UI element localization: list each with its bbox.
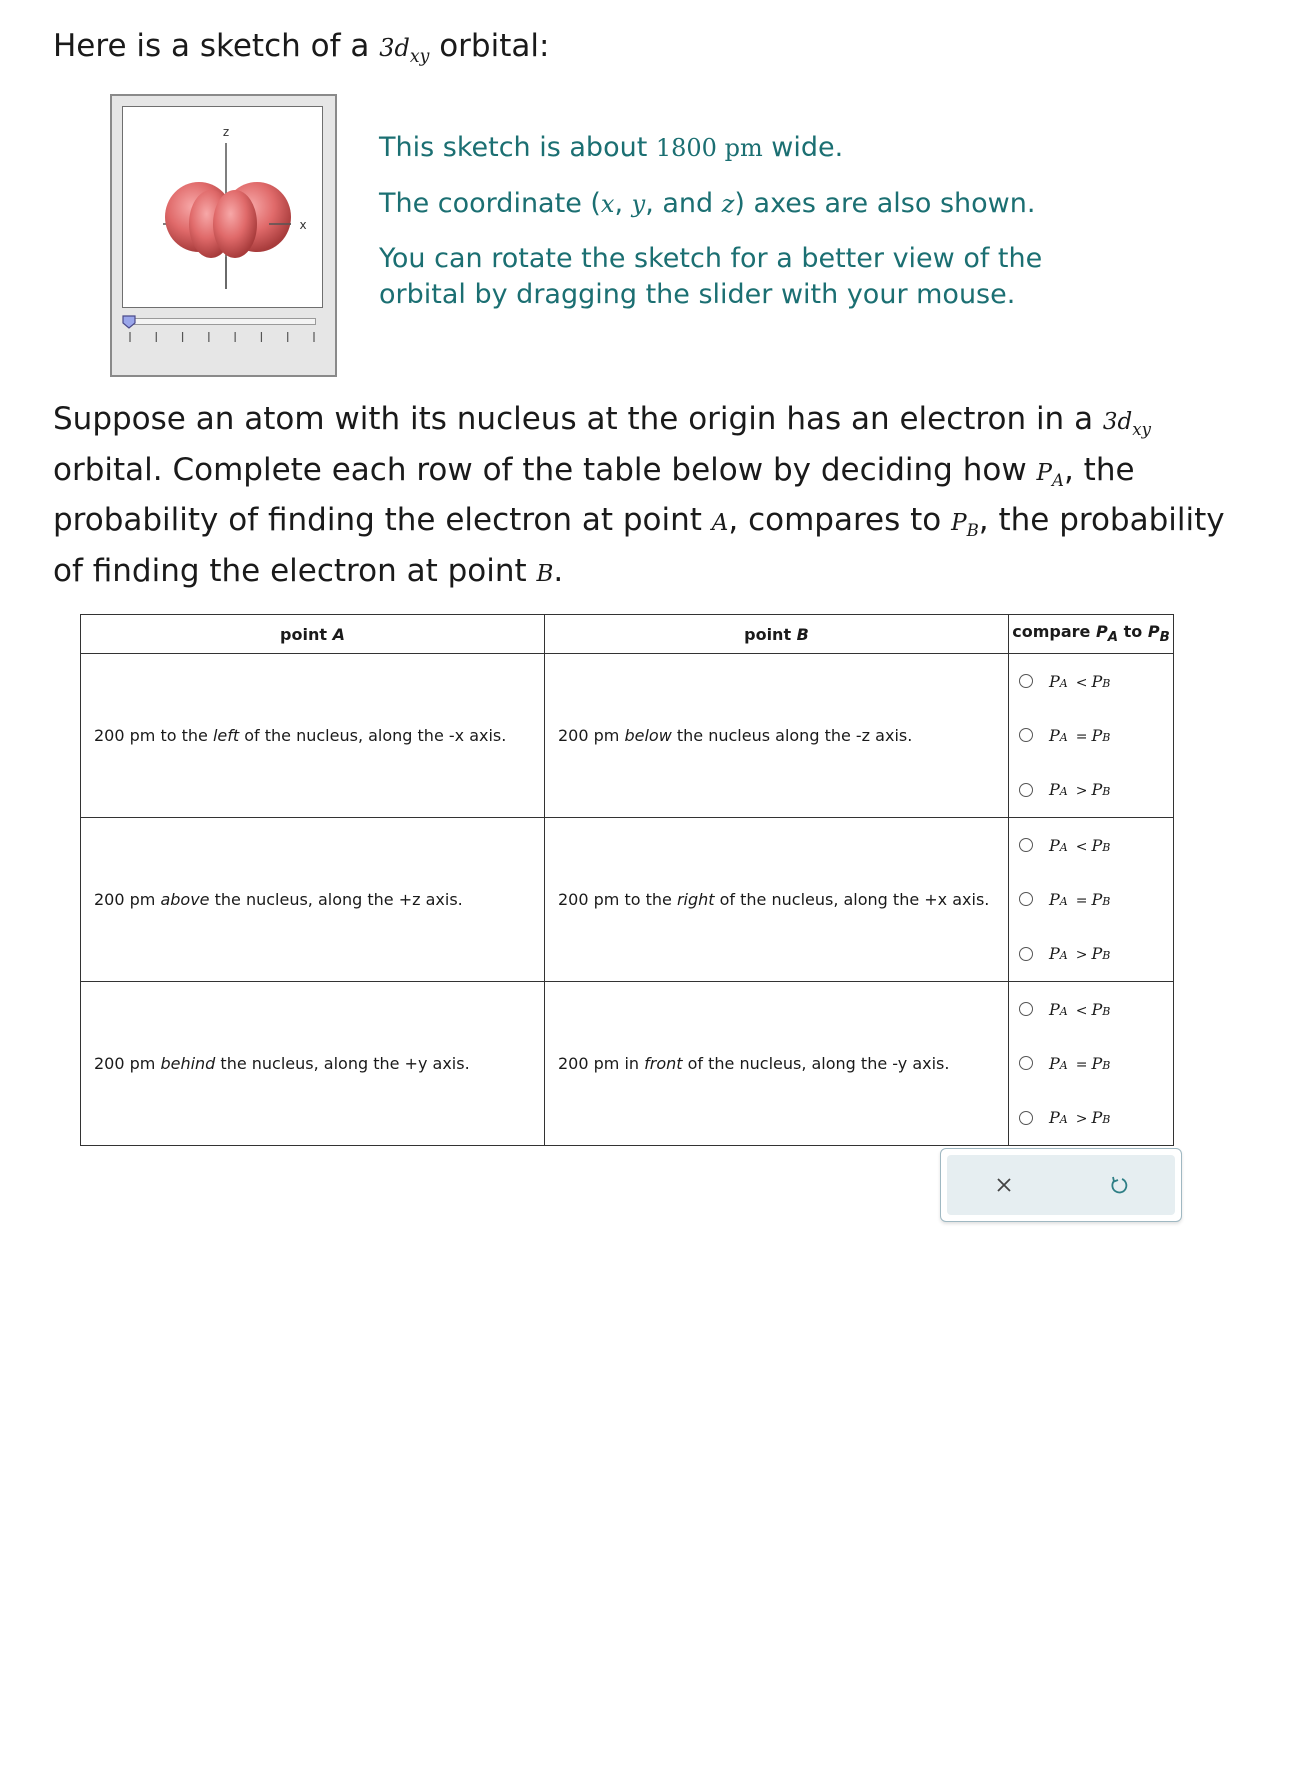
cell-point-a: 200 pm above the nucleus, along the +z axis. [81, 818, 545, 982]
orbital-lobe-front-right [213, 190, 257, 258]
cell-point-a: 200 pm to the left of the nucleus, along the -x axis. [81, 654, 545, 818]
compare-option[interactable] [1019, 715, 1173, 755]
compare-relation: P A = P B [1049, 725, 1111, 745]
rotation-slider-thumb[interactable] [122, 315, 136, 329]
cell-point-b: 200 pm below the nucleus along the -z axis. [545, 654, 1009, 818]
radio-button[interactable] [1019, 1002, 1033, 1016]
compare-relation: P A = P B [1049, 889, 1111, 909]
question-text: Suppose an atom with its nucleus at the origin has an electron in a $3d_{xy}$ orbital. Complete each row of the table below by deciding how $P_A$, the probability of finding the electron at point A, compares to $P_B$, the probability of finding the electron at point B. [53, 401, 1225, 589]
radio-button[interactable] [1019, 892, 1033, 906]
compare-option[interactable] [1019, 989, 1173, 1029]
orbital-symbol: $3d_{xy}$ [379, 34, 430, 68]
orbital-sketch-widget [110, 94, 337, 377]
compare-option[interactable] [1019, 1098, 1173, 1138]
cell-point-b: 200 pm to the right of the nucleus, along the +x axis. [545, 818, 1009, 982]
undo-icon [1107, 1174, 1129, 1196]
compare-option[interactable] [1019, 825, 1173, 865]
radio-button[interactable] [1019, 674, 1033, 688]
note-sketch-size: This sketch is about 1800 pm wide. [379, 132, 844, 163]
cell-point-b: 200 pm in front of the nucleus, along the -y axis. [545, 982, 1009, 1146]
clear-button[interactable] [984, 1165, 1024, 1205]
axis-label-x: x [299, 218, 307, 232]
axis-label-z: z [222, 125, 230, 139]
orbital-sketch-view [122, 106, 323, 308]
compare-option[interactable] [1019, 1043, 1173, 1083]
orbital-sketch-drawing [123, 107, 322, 307]
compare-relation: P A > P B [1049, 944, 1111, 964]
compare-option[interactable] [1019, 770, 1173, 810]
radio-button[interactable] [1019, 947, 1033, 961]
table-row [81, 818, 1174, 982]
cell-compare [1009, 982, 1174, 1146]
answer-action-bar [940, 1148, 1182, 1222]
compare-relation: P A > P B [1049, 1108, 1111, 1128]
cell-point-a: 200 pm behind the nucleus, along the +y axis. [81, 982, 545, 1146]
cell-compare [1009, 818, 1174, 982]
rotation-slider-track[interactable] [128, 318, 316, 325]
cell-compare [1009, 654, 1174, 818]
header-point-a: point A [81, 615, 545, 654]
table-row [81, 654, 1174, 818]
radio-button[interactable] [1019, 1056, 1033, 1070]
rotation-slider-ticks [128, 332, 318, 342]
radio-button[interactable] [1019, 783, 1033, 797]
header-point-b: point B [545, 615, 1009, 654]
intro-text: Here is a sketch of a $3d_{xy}$ orbital: [53, 28, 550, 68]
table-row [81, 982, 1174, 1146]
x-icon [994, 1175, 1014, 1195]
compare-option[interactable] [1019, 934, 1173, 974]
compare-relation: P A < P B [1049, 835, 1111, 855]
undo-button[interactable] [1098, 1165, 1138, 1205]
note-rotate: You can rotate the sketch for a better view of the orbital by dragging the slider with your mouse. [379, 243, 1043, 310]
table-header-row [81, 615, 1174, 654]
radio-button[interactable] [1019, 838, 1033, 852]
header-compare: compare $P_A$ to $P_B$ [1009, 615, 1174, 654]
note-axes: The coordinate (x, y, and z) axes are also shown. [379, 188, 1036, 219]
compare-relation: P A > P B [1049, 780, 1111, 800]
compare-relation: P A < P B [1049, 671, 1111, 691]
radio-button[interactable] [1019, 1111, 1033, 1125]
compare-relation: P A = P B [1049, 1053, 1111, 1073]
comparison-table [80, 614, 1174, 1146]
compare-relation: P A < P B [1049, 999, 1111, 1019]
radio-button[interactable] [1019, 728, 1033, 742]
compare-option[interactable] [1019, 661, 1173, 701]
compare-option[interactable] [1019, 879, 1173, 919]
